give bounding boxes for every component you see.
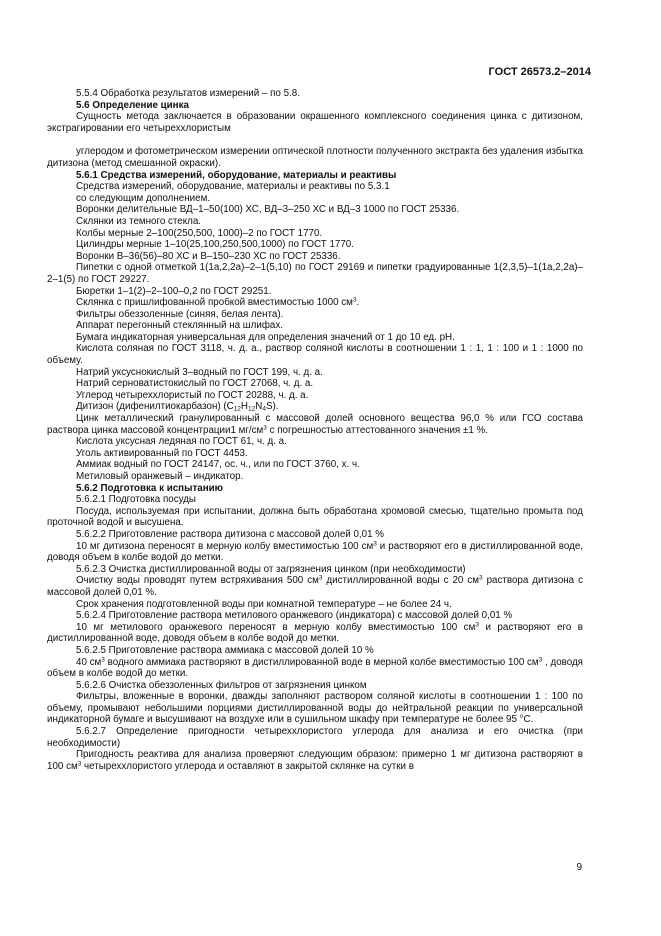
text-run: S). xyxy=(265,401,279,413)
page-gap xyxy=(47,134,583,146)
paragraph: Бумага индикаторная универсальная для определения значений от 1 до 10 ед. pH. xyxy=(76,331,455,343)
subscript: 12 xyxy=(248,405,256,413)
section-heading: 5.6.1 Средства измерений, оборудование, материалы и реактивы xyxy=(76,169,397,181)
superscript: 3 xyxy=(373,540,377,548)
superscript: 3 xyxy=(478,574,483,582)
text-run: 10 мг метилового оранжевого переносят в мерную колбу вместимостью 100 см xyxy=(76,621,476,633)
page-number: 9 xyxy=(576,862,582,873)
text-run: N xyxy=(255,401,263,413)
text-run: 40 см xyxy=(76,656,102,668)
paragraph: 5.6.2.2 Приготовление раствора дитизона с массовой долей 0,01 % xyxy=(76,528,384,540)
paragraph: Углерод четыреххлористый по ГОСТ 20288, ч. д. а. xyxy=(76,389,309,401)
paragraph: Колбы мерные 2–100(250,500, 1000)–2 по ГОСТ 1770. xyxy=(76,227,323,239)
text-run: Пригодность реактива для анализа проверяют следующим образом: примерно 1 мг дитизона растворяют в 100 см xyxy=(47,749,583,772)
superscript: 3 xyxy=(352,296,357,304)
paragraph xyxy=(47,297,583,309)
paragraph: Кислота уксусная ледяная по ГОСТ 61, ч. д. а. xyxy=(76,436,287,448)
text-run: 10 мг дитизона переносят в мерную колбу вместимостью 100 см xyxy=(76,540,374,552)
text-run: . xyxy=(356,297,360,309)
paragraph xyxy=(47,413,583,436)
paragraph: 5.6.2.1 Подготовка посуды xyxy=(76,494,196,506)
text-run: Очистку воды проводят путем встряхивания 500 см xyxy=(76,575,319,587)
paragraph: Воронки В–36(56)–80 ХС и В–150–230 ХС по ГОСТ 25336. xyxy=(76,250,341,262)
paragraph: 5.6.2.6 Очистка обеззоленных фильтров от загрязнения цинком xyxy=(76,679,367,691)
paragraph: 5.6.2.7 Определение пригодности четыреххлористого углерода для анализа и его очистка (при необходимости) xyxy=(47,726,583,749)
paragraph: Сущность метода заключается в образовании окрашенного комплексного соединения цинка с дитизоном, экстрагировании его четыреххлористым xyxy=(47,111,583,134)
text-run: , доводя объем в колбе водой до метки. xyxy=(47,656,583,680)
page-body xyxy=(47,88,583,772)
text-run: четыреххлористого углерода и оставляют в закрытой склянке на сутки в xyxy=(81,760,414,772)
paragraph: 5.5.4 Обработка результатов измерений – по 5.8. xyxy=(76,88,300,99)
paragraph xyxy=(47,749,583,772)
paragraph: Метиловый оранжевый – индикатор. xyxy=(76,471,244,482)
superscript: 3 xyxy=(263,424,267,432)
paragraph: углеродом и фотометрическом измерении оптической плотности полученного экстракта без удаления избытка дитизона (метод смешанной окраски). xyxy=(47,146,583,169)
paragraph: Натрий серноватистокислый по ГОСТ 27068, ч. д. а. xyxy=(76,378,314,390)
text-run: раствора дитизона с массовой долей 0,01 %. xyxy=(47,575,583,598)
paragraph: Воронки делительные ВД–1–50(100) ХС, ВД–3–250 ХС и ВД–3 1000 по ГОСТ 25336. xyxy=(76,204,460,216)
paragraph: Кислота соляная по ГОСТ 3118, ч. д. а., раствор соляной кислоты в соотношении 1 : 1, 1 : 100 и 1 : 1000 по объему. xyxy=(47,343,583,367)
paragraph xyxy=(47,622,583,645)
paragraph: Цилиндры мерные 1–10(25,100,250,500,1000) по ГОСТ 1770. xyxy=(76,239,354,251)
paragraph: Склянки из темного стекла. xyxy=(76,215,202,227)
paragraph: Пипетки с одной отметкой 1(1а,2,2а)–2–1(5,10) по ГОСТ 29169 и пипетки градуированные 1(2,3,5)–1(1а,2,2а)–2–1(5) по ГОСТ 29227. xyxy=(47,262,583,285)
paragraph: Уголь активированный по ГОСТ 4453. xyxy=(76,447,248,459)
superscript: 3 xyxy=(475,621,479,629)
superscript: 3 xyxy=(101,656,105,663)
text-run: и растворяют его в дистиллированной воде, доводя объем в колбе водой до метки. xyxy=(47,621,583,645)
text-run: Дитизон (дифенилтиокарбазон) (C xyxy=(76,401,234,413)
superscript: 3 xyxy=(538,656,543,663)
paragraph xyxy=(47,575,583,598)
subscript: 12 xyxy=(233,405,241,413)
paragraph: 5.6.2.4 Приготовление раствора метилового оранжевого (индикатора) с массовой долей 0,01 % xyxy=(76,610,513,622)
text-run: водного аммиака растворяют в дистиллированной воде в мерной колбе вместимостью 100 см xyxy=(104,656,539,668)
paragraph: Аммиак водный по ГОСТ 24147, ос. ч., или по ГОСТ 3760, х. ч. xyxy=(76,459,360,471)
paragraph: Бюретки 1–1(2)–2–100–0,2 по ГОСТ 29251. xyxy=(76,285,272,297)
text-run: и растворяют его в дистиллированной воде, доводя объем в колбе водой до метки. xyxy=(47,540,584,564)
superscript: 3 xyxy=(77,760,82,768)
paragraph: 5.6.2.3 Очистка дистиллированной воды от загрязнения цинком (при необходимости) xyxy=(76,563,466,575)
text-run: с погрешностью аттестованного значения ±1 %. xyxy=(266,424,488,436)
paragraph xyxy=(47,657,583,680)
document-code: ГОСТ 26573.2–2014 xyxy=(488,66,591,78)
paragraph: Натрий уксуснокислый 3–водный по ГОСТ 199, ч. д. а. xyxy=(76,366,323,378)
text-run: Цинк металлический гранулированный с массовой долей основного вещества 96,0 % или ГСО состава раствора цинка массовой концентрации1 мг/см xyxy=(47,413,583,436)
subscript: 4 xyxy=(262,405,266,413)
paragraph: 5.6.2.5 Приготовление раствора аммиака с массовой долей 10 % xyxy=(76,644,374,656)
paragraph: Фильтры, вложенные в воронки, дважды заполняют раствором соляной кислоты в соотношении 1 : 100 по объему, промывают небольшими порциями дистиллированной воды до нейтральной реакции по универсальной индикаторной бумаге и высушивают на воздухе или в сушильном шкафу при температуре не более 95 °С. xyxy=(47,691,583,726)
section-heading: 5.6.2 Подготовка к испытанию xyxy=(76,482,224,494)
paragraph: Аппарат перегонный стеклянный на шлифах. xyxy=(76,320,283,332)
paragraph xyxy=(47,401,583,413)
paragraph: со следующим дополнением. xyxy=(76,192,211,204)
section-heading: 5.6 Определение цинка xyxy=(76,99,189,111)
text-run: дистиллированной воды с 20 см xyxy=(322,575,479,587)
superscript: 3 xyxy=(318,574,323,582)
text-run: H xyxy=(240,401,248,413)
paragraph: Посуда, используемая при испытании, должна быть обработана хромовой смесью, тщательно промыта под проточной водой и высушена. xyxy=(47,505,583,529)
text-run: Склянка с пришлифованной пробкой вместимостью 1000 см xyxy=(76,297,353,309)
paragraph: Срок хранения подготовленной воды при комнатной температуре – не более 24 ч. xyxy=(76,598,452,610)
paragraph xyxy=(47,541,583,564)
paragraph: Фильтры обеззоленные (синяя, белая лента). xyxy=(76,308,284,320)
paragraph: Средства измерений, оборудование, материалы и реактивы по 5.3.1 xyxy=(76,181,390,193)
